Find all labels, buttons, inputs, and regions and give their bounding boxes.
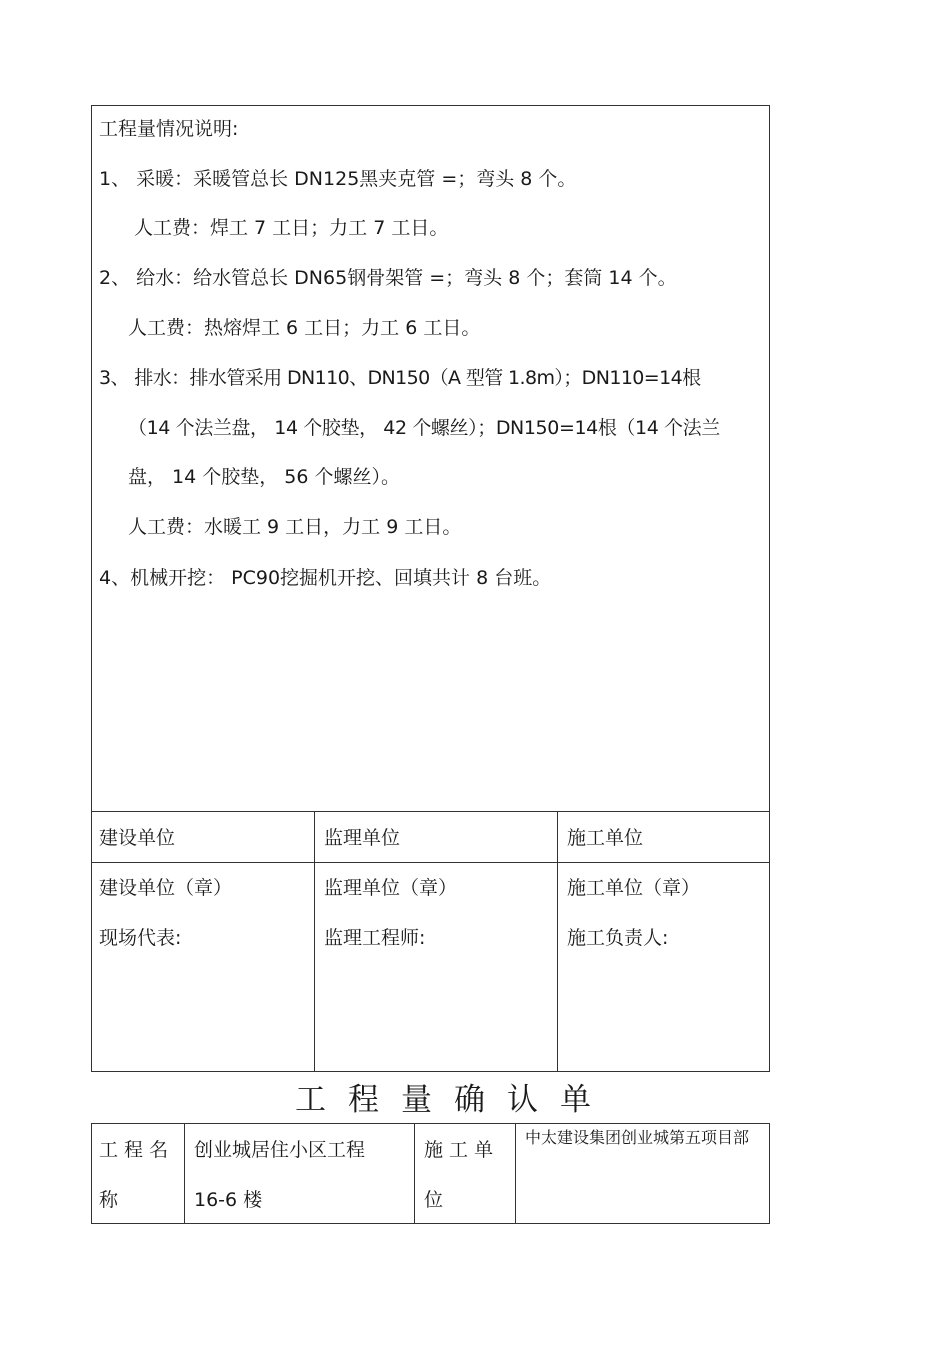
project-name-line-1: 创业城居住小区工程: [194, 1139, 366, 1161]
divider-signature-header: [91, 862, 770, 863]
header-owner-unit: 建设单位: [99, 827, 176, 849]
divider-col-1: [314, 811, 315, 1072]
explanation-line-2: 人工费：焊工 7 工日；力工 7 工日。: [134, 217, 449, 239]
explanation-title: 工程量情况说明:: [99, 118, 239, 140]
contractor-label-line-1: 施 工 单: [424, 1139, 494, 1161]
header-contractor-unit: 施工单位: [567, 827, 644, 849]
explanation-line-7: 盘， 14 个胶垫， 56 个螺丝）。: [128, 466, 401, 488]
header-supervisor-unit: 监理单位: [324, 827, 401, 849]
info-divider-3: [515, 1123, 516, 1224]
info-divider-1: [184, 1123, 185, 1224]
contractor-label-line-2: 位: [424, 1189, 444, 1211]
contractor-name: 中太建设集团创业城第五项目部: [525, 1128, 750, 1147]
explanation-line-8: 人工费：水暖工 9 工日，力工 9 工日。: [128, 516, 462, 538]
owner-representative-label: 现场代表:: [99, 927, 182, 949]
divider-col-2: [557, 811, 558, 1072]
explanation-line-6: （14 个法兰盘， 14 个胶垫， 42 个螺丝）；DN150=14根（14 个法兰: [128, 417, 720, 439]
explanation-line-4: 人工费：热熔焊工 6 工日；力工 6 工日。: [128, 317, 481, 339]
project-name-label-line-1: 工 程 名: [99, 1139, 169, 1161]
project-name-label-line-2: 称: [99, 1189, 119, 1211]
project-name-line-2: 16-6 楼: [194, 1189, 263, 1211]
info-divider-2: [414, 1123, 415, 1224]
explanation-line-1: 1、 采暖：采暖管总长 DN125黑夹克管 =；弯头 8 个。: [99, 168, 577, 190]
divider-signature-top: [91, 811, 770, 812]
contractor-manager-label: 施工负责人:: [567, 927, 669, 949]
supervisor-seal-label: 监理单位（章）: [324, 877, 458, 899]
contractor-seal-label: 施工单位（章）: [567, 877, 701, 899]
form-title: 工程量确认单: [295, 1082, 613, 1118]
explanation-line-9: 4、机械开挖： PC90挖掘机开挖、回填共计 8 台班。: [99, 567, 552, 589]
explanation-line-5: 3、 排水：排水管采用 DN110、DN150（A 型管 1.8m）；DN110=14根: [99, 367, 701, 389]
supervisor-engineer-label: 监理工程师:: [324, 927, 426, 949]
owner-seal-label: 建设单位（章）: [99, 877, 233, 899]
explanation-line-3: 2、 给水：给水管总长 DN65钢骨架管 =；弯头 8 个；套筒 14 个。: [99, 267, 677, 289]
